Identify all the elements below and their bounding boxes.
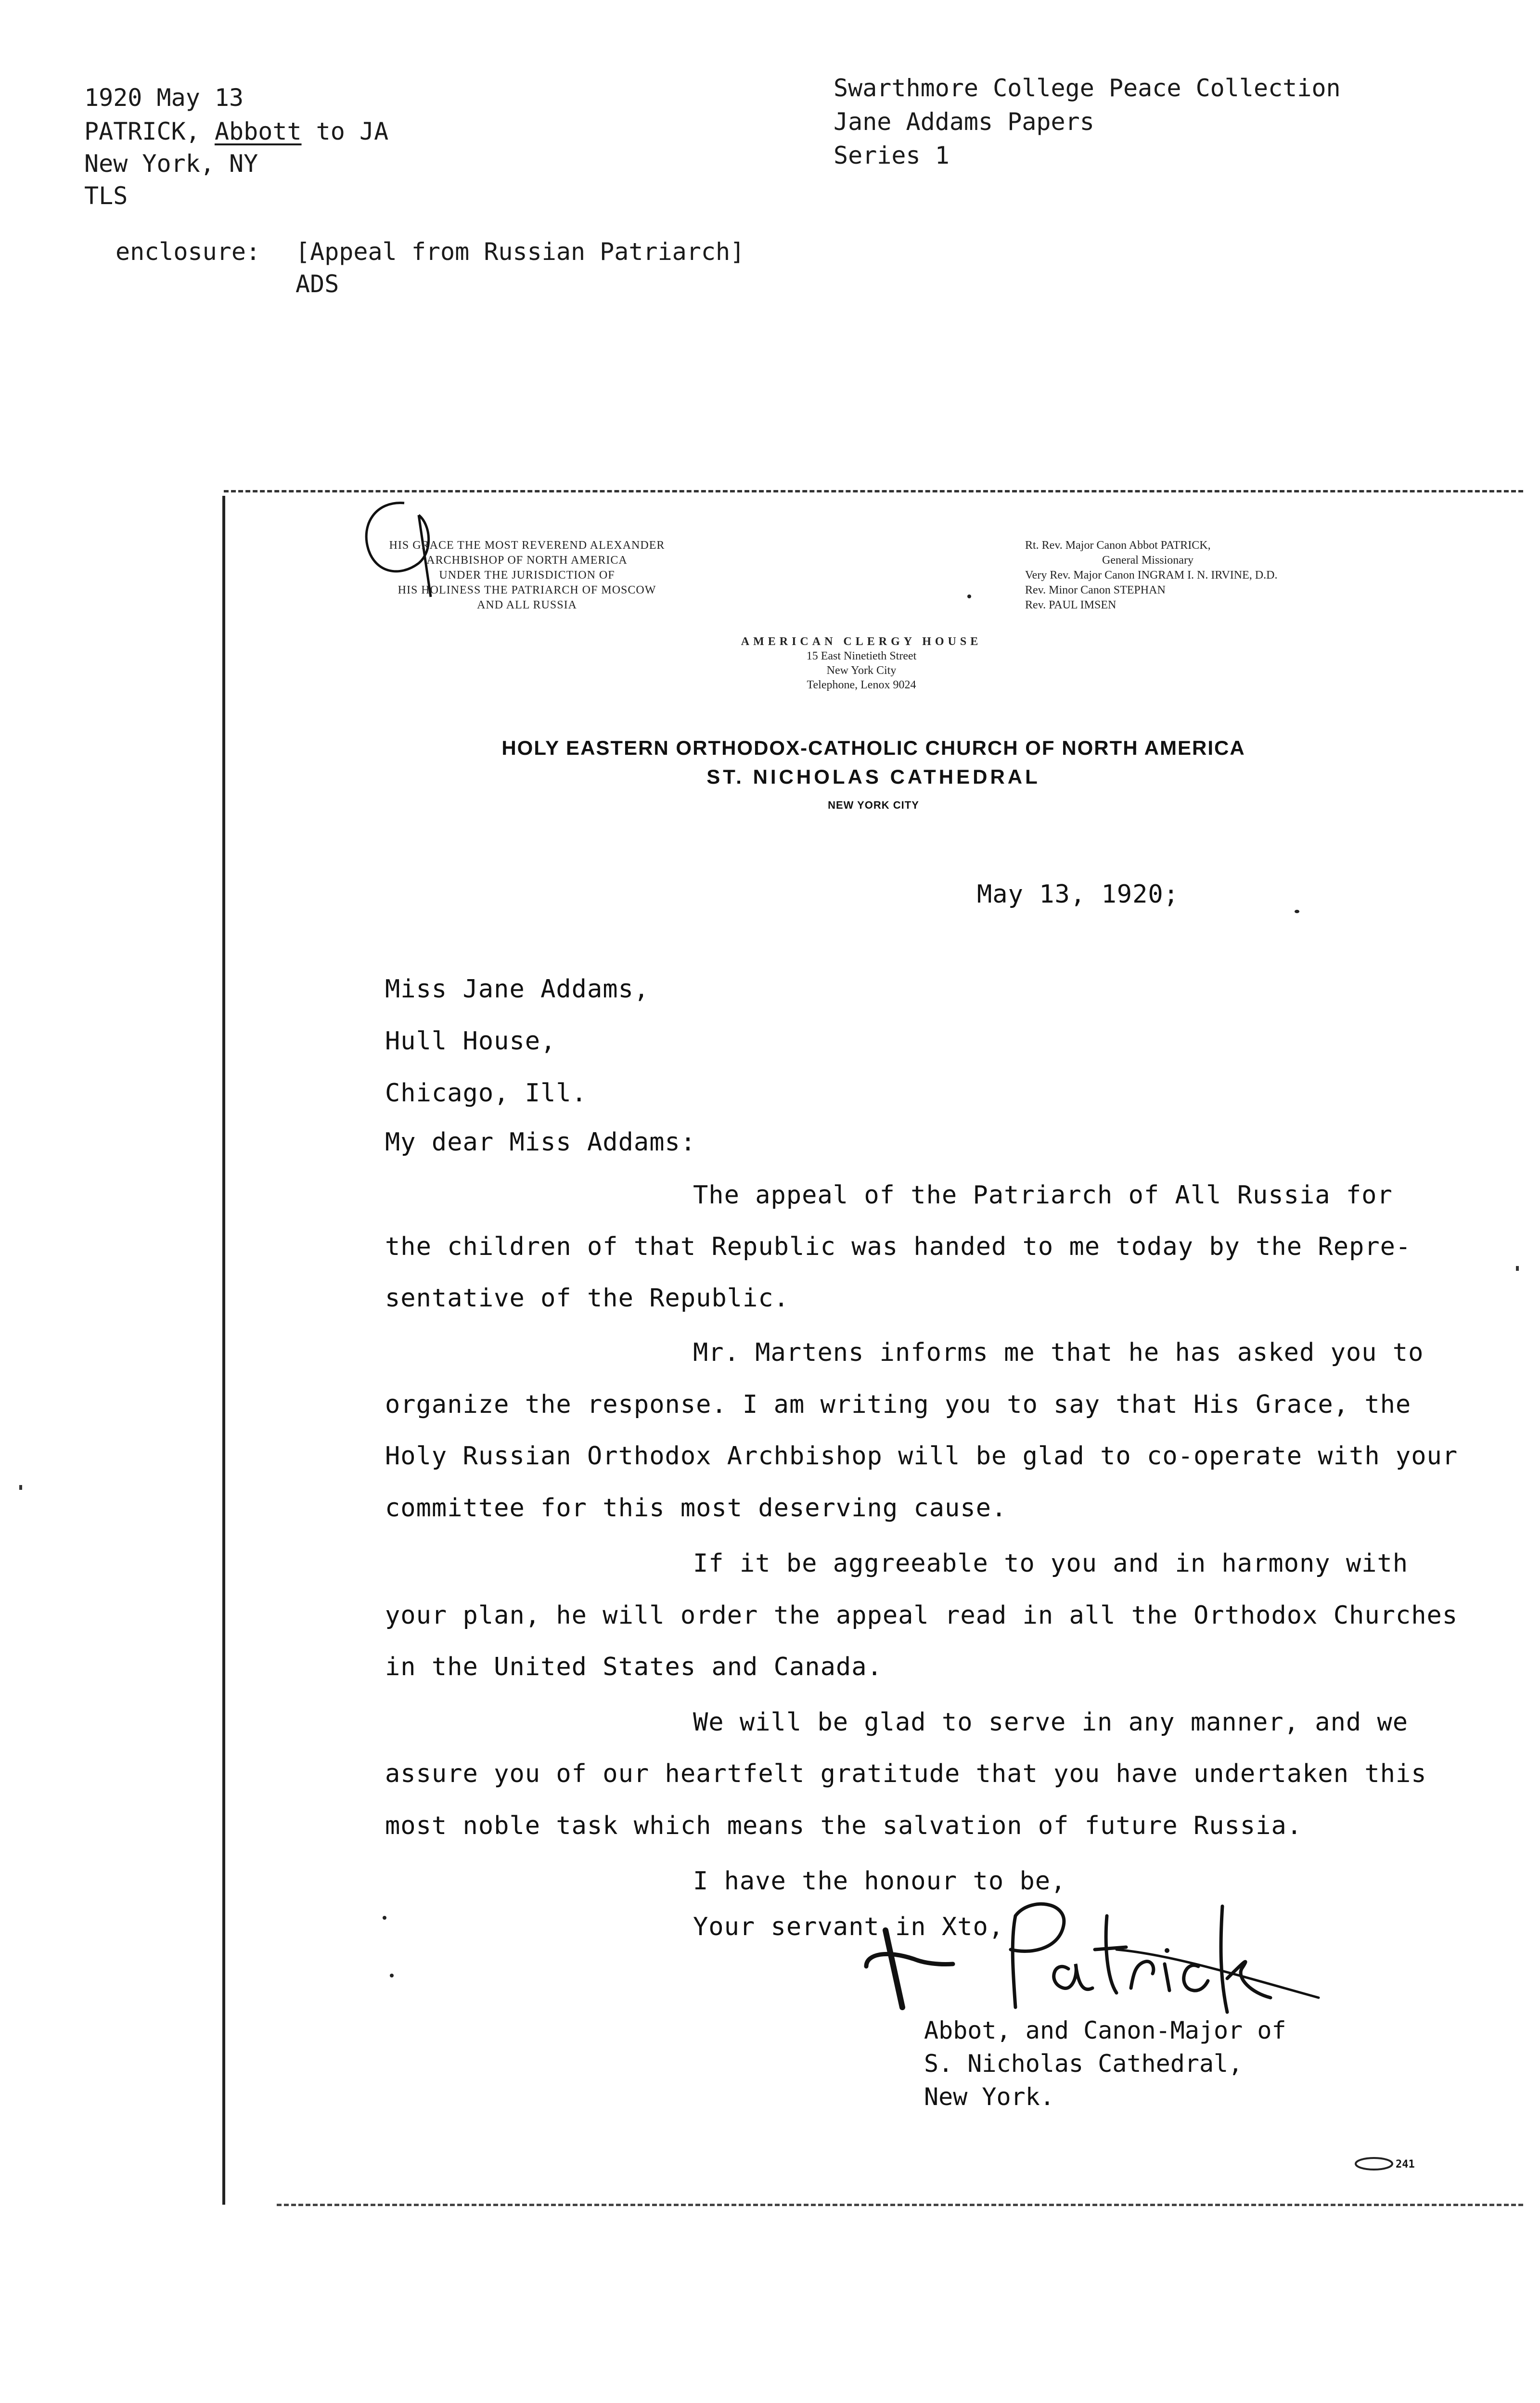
closing-line: Your servant in Xto, [693, 1912, 1004, 1941]
letter-top-edge [224, 490, 1523, 492]
recipient-city: Chicago, Ill. [385, 1079, 587, 1108]
ink-speck [967, 594, 971, 598]
body-line: We will be glad to serve in any manner, and we [693, 1708, 1409, 1737]
collection-name: Swarthmore College Peace Collection [834, 74, 1341, 102]
body-line: The appeal of the Patriarch of All Russia for [693, 1181, 1393, 1210]
signer-title: New York. [924, 2083, 1054, 2111]
enclosure-type: ADS [295, 270, 339, 298]
letterhead-left-line: ARCHBISHOP OF NORTH AMERICA [426, 554, 628, 567]
archive-recipient: to JA [301, 117, 389, 145]
body-line: organize the response. I am writing you to say that His Grace, the [385, 1390, 1412, 1419]
clergy-house-telephone: Telephone, Lenox 9024 [807, 679, 916, 691]
closing-line: I have the honour to be, [693, 1867, 1066, 1896]
clergy-line: Rev. Minor Canon STEPHAN [1025, 584, 1166, 596]
clergy-house-street: 15 East Ninetieth Street [806, 650, 917, 662]
clergy-line: General Missionary [1102, 554, 1194, 567]
letterhead-left-line: HIS HOLINESS THE PATRIARCH OF MOSCOW [398, 584, 656, 596]
letter-bottom-edge [277, 2204, 1523, 2206]
body-line: If it be aggreeable to you and in harmony with [693, 1549, 1409, 1578]
letter-date: May 13, 1920; [977, 880, 1179, 909]
clergy-line: Very Rev. Major Canon INGRAM I. N. IRVINE, D.D. [1025, 569, 1278, 581]
clergy-house-block [679, 634, 1044, 692]
recipient-institution: Hull House, [385, 1027, 556, 1056]
recipient-name: Miss Jane Addams, [385, 975, 650, 1004]
church-name: HOLY EASTERN ORTHODOX-CATHOLIC CHURCH OF NORTH AMERICA [501, 736, 1245, 759]
body-line: Holy Russian Orthodox Archbishop will be glad to co-operate with your [385, 1442, 1458, 1471]
archive-correspondents [84, 115, 388, 148]
cathedral-city: NEW YORK CITY [828, 799, 919, 811]
series-label: Series 1 [834, 142, 950, 169]
letterhead-right-block [1025, 538, 1277, 613]
clergy-house-title: AMERICAN CLERGY HOUSE [741, 635, 982, 648]
papers-name: Jane Addams Papers [834, 108, 1094, 136]
body-line: assure you of our heartfelt gratitude that you have undertaken this [385, 1759, 1427, 1788]
archive-sender: PATRICK, [84, 117, 215, 145]
body-line: sentative of the Republic. [385, 1284, 789, 1313]
corner-loop-mark [1352, 2154, 1396, 2173]
archive-sender-first-name: Abbott [214, 117, 302, 145]
letterhead-left-block [315, 538, 739, 613]
letterhead-left-line: AND ALL RUSSIA [477, 599, 577, 611]
ink-speck [383, 1916, 386, 1920]
body-line: committee for this most deserving cause. [385, 1494, 1007, 1523]
ink-speck [1295, 910, 1299, 913]
letterhead-left-line: UNDER THE JURISDICTION OF [439, 569, 615, 581]
clergy-house-city: New York City [826, 664, 897, 677]
letterhead-left-line: HIS GRACE THE MOST REVEREND ALEXANDER [389, 539, 665, 552]
clergy-line: Rt. Rev. Major Canon Abbot PATRICK, [1025, 539, 1211, 552]
archive-place: New York, NY [84, 150, 258, 178]
enclosure-value: [Appeal from Russian Patriarch] [295, 238, 745, 266]
ink-speck [390, 1974, 394, 1977]
cathedral-name: ST. NICHOLAS CATHEDRAL [706, 765, 1040, 788]
clergy-line: Rev. PAUL IMSEN [1025, 599, 1116, 611]
body-line: the children of that Republic was handed to me today by the Repre- [385, 1232, 1412, 1261]
signer-title: Abbot, and Canon-Major of [924, 2016, 1286, 2044]
ink-speck [19, 1485, 22, 1490]
archive-date: 1920 May 13 [84, 84, 244, 112]
signer-title: S. Nicholas Cathedral, [924, 2050, 1243, 2078]
letter-left-edge [222, 496, 225, 2205]
corner-mark: 241 [1396, 2158, 1415, 2170]
body-line: Mr. Martens informs me that he has asked you to [693, 1338, 1424, 1367]
enclosure-label: enclosure: [116, 238, 261, 266]
salutation: My dear Miss Addams: [385, 1128, 696, 1157]
body-line: your plan, he will order the appeal read in all the Orthodox Churches [385, 1601, 1458, 1630]
archive-doc-type: TLS [84, 182, 128, 210]
body-line: most noble task which means the salvation of future Russia. [385, 1811, 1303, 1840]
ink-speck [1516, 1266, 1519, 1271]
body-line: in the United States and Canada. [385, 1653, 883, 1681]
